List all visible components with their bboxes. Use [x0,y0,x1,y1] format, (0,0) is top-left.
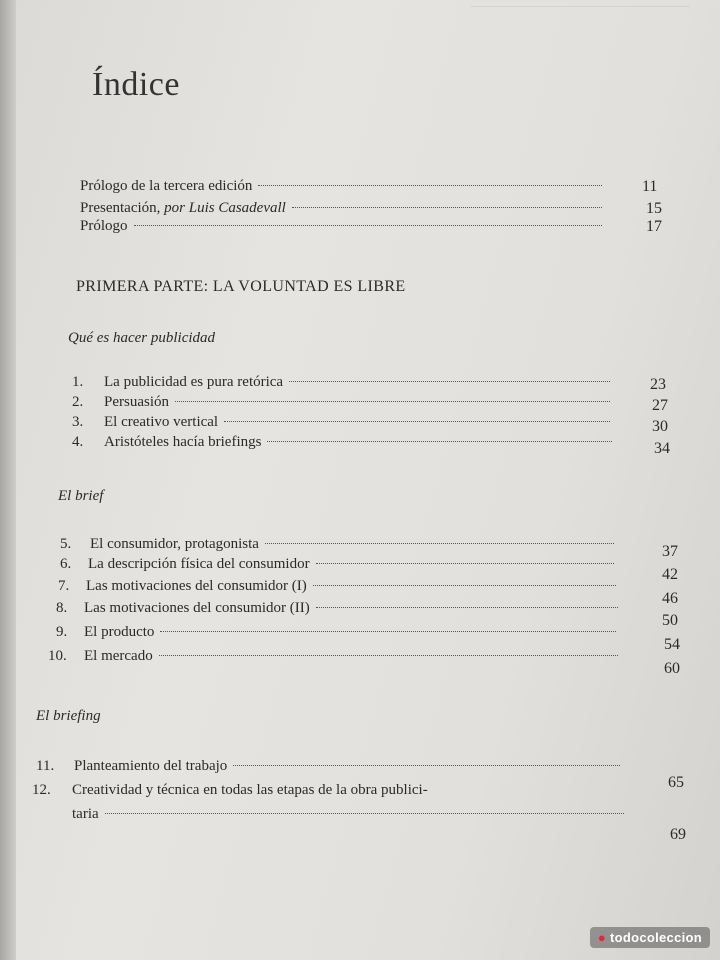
chapter-number: 6. [60,556,72,572]
toc-page-number: 11 [642,178,658,195]
chapter-number: 11. [36,758,55,774]
chapter-page-number: 30 [652,418,668,435]
dot-leader [316,563,614,564]
chapter-label: Las motivaciones del consumidor (II) [84,600,310,616]
chapter-page-number: 54 [664,636,680,653]
dot-leader [160,631,616,632]
dot-leader [289,381,610,382]
chapter-label: Planteamiento del trabajo [74,758,228,774]
toc-page-number: 15 [646,200,662,217]
toc-entry-label: Prólogo de la tercera edición [80,178,253,194]
chapter-number: 1. [72,374,84,390]
chapter-label: Aristóteles hacía briefings [104,434,262,450]
toc-page-number: 17 [646,218,662,235]
toc-entry-label: Prólogo [80,218,128,234]
dot-leader [292,207,602,208]
dot-leader [134,225,602,226]
chapter-label-continuation: taria [72,806,99,822]
toc-entry-author: por Luis Casadevall [164,200,286,216]
chapter-number: 9. [56,624,68,640]
watermark-logo [590,927,710,948]
dot-leader [267,441,612,442]
section-title: El briefing [36,708,101,724]
chapter-page-number: 50 [662,612,678,629]
chapter-label: La descripción física del consumidor [88,556,310,572]
chapter-label: El producto [84,624,155,640]
chapter-page-number: 60 [664,660,680,677]
toc-entry [36,758,626,782]
page-title: Índice [92,66,180,103]
dot-leader [316,607,618,608]
toc-entry [72,434,618,458]
toc-entry [80,218,608,242]
part-heading: PRIMERA PARTE: LA VOLUNTAD ES LIBRE [76,278,406,295]
section-title: El brief [58,488,104,504]
chapter-number: 5. [60,536,72,552]
chapter-page-number: 65 [668,774,684,791]
chapter-number: 12. [32,782,51,798]
chapter-label: El consumidor, protagonista [90,536,259,552]
dot-leader [233,765,620,766]
toc-entry [32,782,632,806]
chapter-label: El creativo vertical [104,414,219,430]
toc-entry [80,178,608,202]
chapter-number: 10. [48,648,67,664]
dot-leader [258,185,602,186]
toc-entry-label: Presentación, por Luis Casadevall [80,200,286,216]
toc-entry [48,648,624,672]
dot-leader [175,401,610,402]
chapter-page-number: 37 [662,543,678,560]
watermark-brand: todocoleccion [609,930,702,945]
chapter-number: 3. [72,414,84,430]
chapter-number: 2. [72,394,84,410]
dot-leader [224,421,610,422]
chapter-page-number: 27 [652,397,668,414]
chapter-label: La publicidad es pura retórica [104,374,284,390]
chapter-page-number: 42 [662,566,678,583]
dot-leader [265,543,614,544]
toc-entry-continuation [72,806,630,830]
book-spine-shadow [0,0,16,960]
dot-leader [159,655,618,656]
toc-entry [56,600,624,624]
chapter-label: Creatividad y técnica en todas las etapas de la obra publici- [72,782,428,798]
chapter-page-number: 34 [654,440,670,457]
chapter-label: El mercado [84,648,153,664]
show-through-text [470,6,690,41]
chapter-page-number: 23 [650,376,666,393]
chapter-number: 8. [56,600,68,616]
chapter-page-number: 46 [662,590,678,607]
toc-entry [60,556,620,580]
section-title: Qué es hacer publicidad [68,330,216,346]
toc-entry [58,578,622,602]
chapter-label: Persuasión [104,394,169,410]
watermark-dot-icon: ● [597,930,607,945]
chapter-page-number: 69 [670,826,686,843]
toc-entry [56,624,622,648]
chapter-number: 4. [72,434,84,450]
chapter-label: Las motivaciones del consumidor (I) [86,578,307,594]
dot-leader [105,813,624,814]
dot-leader [313,585,616,586]
chapter-number: 7. [58,578,70,594]
